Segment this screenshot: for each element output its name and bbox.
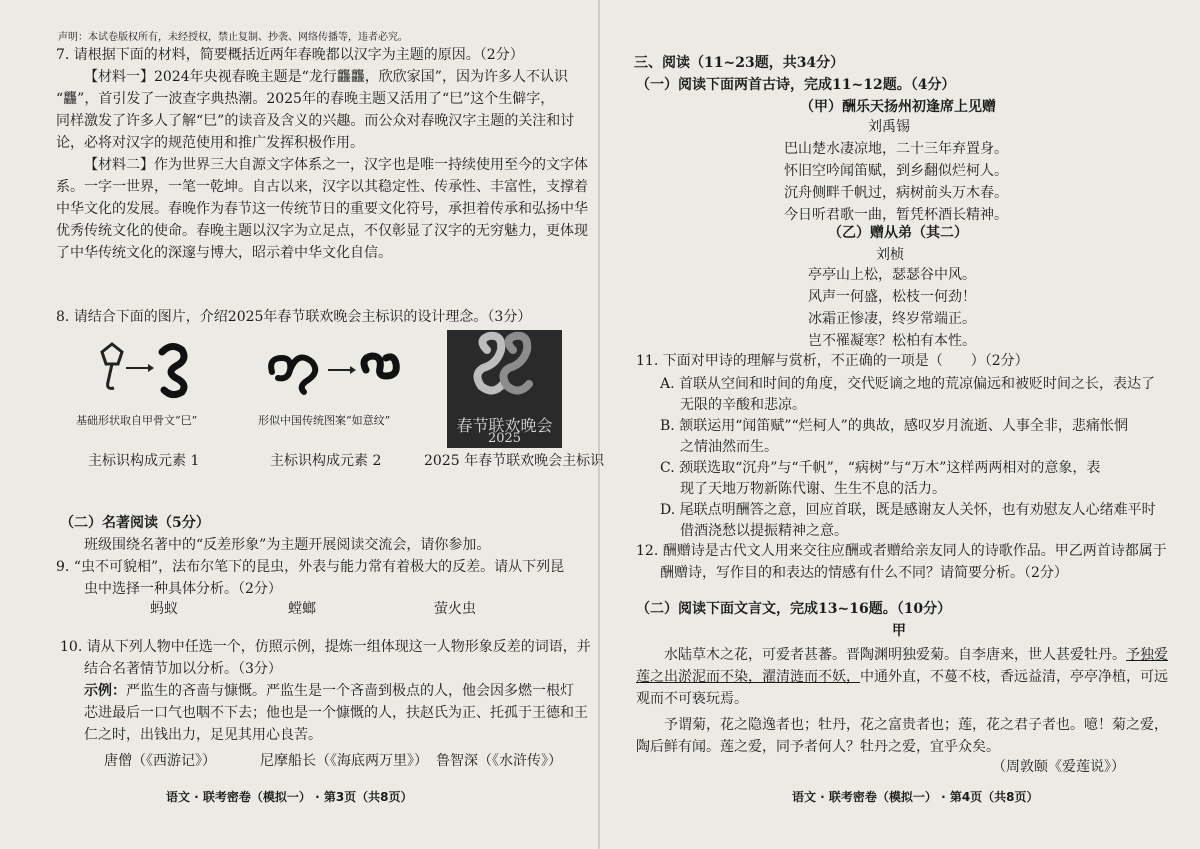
q10-line: 结合名著情节加以分析。（3分） bbox=[84, 661, 282, 677]
material2-line: 【材料二】作为世界三大自源文字体系之一，汉字也是唯一持续使用至今的文字体 bbox=[84, 157, 588, 173]
example-label: 示例： bbox=[84, 683, 126, 699]
option-line: 现了天地万物新陈代谢、生生不息的活力。 bbox=[680, 481, 946, 497]
option-line: B. 颔联运用“闻笛赋”“烂柯人”的典故，感叹岁月流逝、人事全非，悲痛怅惘 bbox=[660, 418, 1128, 434]
right-page bbox=[600, 0, 1200, 849]
q7-material1-rest bbox=[56, 88, 574, 154]
left-footer: 语文 · 联考密卷（模拟一） · 第3页（共8页） bbox=[166, 790, 413, 804]
q10-option: 尼摩船长（《海底两万里》） bbox=[260, 753, 428, 769]
poem-line: 怀旧空吟闻笛赋，到乡翻似烂柯人。 bbox=[784, 163, 1008, 179]
q10-option: 唐僧（《西游记》） bbox=[104, 753, 216, 769]
underlined-text: 予独爱 bbox=[1126, 647, 1168, 663]
q10-example-first bbox=[84, 680, 574, 702]
poem-b-body bbox=[808, 264, 976, 352]
q11-options bbox=[660, 374, 1156, 542]
material2-line: 优秀传统文化的使命。春晚主题以汉字为立足点，不仅彰显了汉字的无穷魅力，更体现 bbox=[56, 223, 588, 239]
gala-logo bbox=[447, 330, 562, 448]
prose-body bbox=[636, 644, 1166, 758]
q11-option-b bbox=[660, 416, 1156, 458]
poem-a-body bbox=[784, 138, 1008, 226]
gala-logo-mark bbox=[447, 330, 562, 410]
prose-line bbox=[636, 644, 1166, 666]
poem-line: 亭亭山上松，瑟瑟谷中风。 bbox=[808, 267, 976, 283]
ruyi-pattern-figure bbox=[262, 340, 410, 400]
section3-title: 三、阅读（11~23题，共34分） bbox=[634, 55, 845, 71]
q12-line: 12. 酬赠诗是古代文人用来交往应酬或者赠给亲友同人的诗歌作品。甲乙两首诗都属于 bbox=[636, 543, 1167, 559]
q9-line: 虫中选择一种具体分析。（2分） bbox=[84, 581, 282, 597]
option-line: C. 颈联选取“沉舟”与“千帆”，“病树”与“万木”这样两两相对的意象，表 bbox=[660, 460, 1101, 476]
q8-title: 8. 请结合下面的图片，介绍2025年春节联欢晚会主标识的设计理念。（3分） bbox=[56, 309, 532, 325]
q9-option: 蚂蚁 bbox=[150, 601, 178, 617]
material2-line: 了中华传统文化的深邃与博大，昭示着中华文化自信。 bbox=[56, 245, 392, 261]
poem-line: 今日听君歌一曲，暂凭杯酒长精神。 bbox=[784, 207, 1008, 223]
q12 bbox=[636, 540, 1167, 584]
poem-line: 冰霜正惨凄，终岁常端正。 bbox=[808, 311, 976, 327]
text-a-label: 甲 bbox=[892, 623, 906, 639]
example-text: 严监生的吝啬与慷慨。严监生是一个吝啬到极点的人，他会因多燃一根灯 bbox=[126, 683, 574, 699]
material1-line: 同样激发了许多人了解“巳”的读音及含义的兴趣。而公众对春晚汉字主题的关注和讨 bbox=[56, 113, 575, 129]
option-line: 之情油然而生。 bbox=[680, 439, 778, 455]
fig3-label: 2025 年春节联欢晚会主标识 bbox=[424, 453, 605, 469]
q9-line: 9. “虫不可貌相”，法布尔笔下的昆虫，外表与能力常有着极大的反差。请从下列昆 bbox=[56, 559, 565, 575]
q11-option-c bbox=[660, 458, 1156, 500]
q9 bbox=[56, 556, 564, 600]
q10-example-rest bbox=[84, 702, 588, 746]
prose-line: 观而不可亵玩焉。 bbox=[636, 691, 748, 707]
poem-b-title: （乙）赠从弟（其二） bbox=[828, 225, 968, 241]
right-footer: 语文 · 联考密卷（模拟一） · 第4页（共8页） bbox=[792, 790, 1039, 804]
example-line: 芯进最后一口气也咽不下去；他也是一个慷慨的人，扶赵氏为正、托孤于王德和王 bbox=[84, 705, 588, 721]
q10-line: 10. 请从下列人物中任选一个，仿照示例，提炼一组体现这一人物形象反差的词语，并 bbox=[60, 639, 591, 655]
q7-material2 bbox=[84, 154, 588, 176]
prose-text: 水陆草木之花，可爱者甚蕃。晋陶渊明独爱菊。自李唐来，世人甚爱牡丹。 bbox=[664, 647, 1126, 663]
poem-line: 沉舟侧畔千帆过，病树前头万木春。 bbox=[784, 185, 1008, 201]
q9-option: 螳螂 bbox=[288, 601, 316, 617]
q11-title: 11. 下面对甲诗的理解与赏析，不正确的一项是（ ）（2分） bbox=[636, 353, 1029, 369]
q11-option-d bbox=[660, 500, 1156, 542]
logo-text: 春节联欢晚会 bbox=[456, 416, 553, 435]
q12-line: 酬赠诗，写作目的和表达的情感有什么不同？请简要分析。（2分） bbox=[660, 565, 1068, 581]
material1-line: “龘”，首引发了一波查字典热潮。2025年的春晚主题又活用了“巳”这个生僻字， bbox=[56, 91, 555, 107]
q7-title: 7. 请根据下面的材料，简要概括近两年春晚都以汉字为主题的原因。（2分） bbox=[56, 47, 524, 63]
poem-line: 岂不罹凝寒？松柏有本性。 bbox=[808, 333, 976, 349]
part2-title: （二）阅读下面文言文，完成13~16题。（10分） bbox=[636, 601, 952, 617]
material1-line: 【材料一】2024年央视春晚主题是“龙行龘龘，欣欣家国”，因为许多人不认识 bbox=[84, 69, 568, 85]
poem-line: 巴山楚水凄凉地，二十三年弃置身。 bbox=[784, 141, 1008, 157]
prose-line: 予谓菊，花之隐逸者也；牡丹，花之富贵者也；莲，花之君子者也。噫！菊之爱， bbox=[664, 717, 1168, 733]
prose-line: 陶后鲜有闻。莲之爱，同予者何人？牡丹之爱，宜乎众矣。 bbox=[636, 739, 1000, 755]
copyright-notice: 声明：本试卷版权所有，未经授权，禁止复制、抄袭、网络传播等，违者必究。 bbox=[58, 32, 408, 43]
option-line: D. 尾联点明酬答之意，回应首联，既是感谢友人关怀，也有劝慰友人心绪难平时 bbox=[660, 502, 1156, 518]
logo-year: 2025 bbox=[487, 431, 522, 446]
material2-line: 中华文化的发展。春晚作为春节这一传统节日的重要文化符号，承担着传承和弘扬中华 bbox=[56, 201, 588, 217]
section2-intro: 班级围绕名著中的“反差形象”为主题开展阅读交流会，请你参加。 bbox=[84, 537, 491, 553]
oracle-bone-si-figure bbox=[92, 338, 202, 400]
q7-material1 bbox=[84, 66, 568, 88]
q11-option-a bbox=[660, 374, 1156, 416]
poem-a-author: 刘禹锡 bbox=[868, 119, 910, 135]
underlined-text: 莲之出淤泥而不染，濯清涟而不妖， bbox=[636, 669, 860, 685]
prose-line bbox=[636, 666, 1166, 688]
option-line: A. 首联从空间和时间的角度，交代贬谪之地的荒凉偏远和被贬时间之长，表达了 bbox=[660, 376, 1156, 392]
fig2-caption: 形似中国传统图案“如意纹” bbox=[258, 414, 391, 427]
q10-option: 鲁智深（《水浒传》） bbox=[436, 753, 562, 769]
fig1-label: 主标识构成元素 1 bbox=[88, 453, 200, 469]
material1-line: 论，必将对汉字的规范使用和推广发挥积极作用。 bbox=[56, 135, 364, 151]
part1-title: （一）阅读下面两首古诗，完成11~12题。（4分） bbox=[636, 77, 956, 93]
option-line: 借酒浇愁以提振精神之意。 bbox=[680, 523, 848, 539]
example-line: 仁之时，出钱出力，足见其用心良苦。 bbox=[84, 727, 322, 743]
fig2-label: 主标识构成元素 2 bbox=[270, 453, 382, 469]
poem-a-title: （甲）酬乐天扬州初逢席上见赠 bbox=[800, 99, 996, 115]
poem-b-author: 刘桢 bbox=[876, 247, 904, 263]
prose-text: 中通外直，不蔓不枝，香远益清，亭亭净植，可远 bbox=[860, 669, 1168, 685]
section2-title: （二）名著阅读（5分） bbox=[60, 515, 210, 531]
q10 bbox=[60, 636, 591, 680]
fig1-caption: 基础形状取自甲骨文“巳” bbox=[76, 414, 198, 427]
q7-material2-rest bbox=[56, 176, 588, 264]
material2-line: 系。一字一世界，一笔一乾坤。自古以来，汉字以其稳定性、传承性、丰富性，支撑着 bbox=[56, 179, 588, 195]
q9-option: 萤火虫 bbox=[434, 601, 476, 617]
poem-line: 风声一何盛，松枝一何劲！ bbox=[808, 289, 976, 305]
prose-source: （周敦颐《爱莲说》） bbox=[992, 759, 1125, 775]
option-line: 无限的辛酸和悲凉。 bbox=[680, 397, 806, 413]
